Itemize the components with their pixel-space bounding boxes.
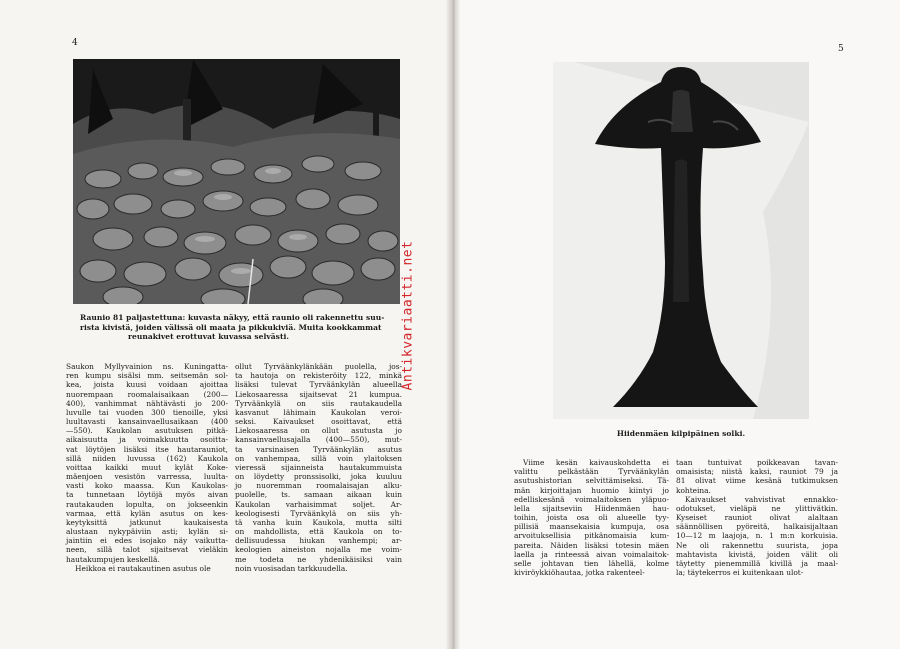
text-line: 81 olivat viime kesänä tutkimuksen	[676, 476, 838, 486]
page-number-left: 4	[72, 38, 78, 48]
text-line: omaisista; niistä kaksi, rauniot 79 ja	[676, 467, 838, 477]
book-gutter	[446, 0, 460, 649]
caption-line: reunakivet erottuvat kuvassa selvästi.	[128, 332, 290, 342]
text-line: on mahdollista, että Kaukola on to-	[235, 527, 402, 537]
text-line: luultavasti kansainvaellusaikaan (400	[66, 417, 228, 427]
text-line: neen, sillä talot sijaitsevat vieläkin	[66, 545, 228, 555]
text-line: laella ja rinteessä aivan voimalaitok-	[514, 549, 669, 559]
text-line: vieressä sijainneista hautakummuista	[235, 462, 402, 472]
text-line: kohteina.	[676, 485, 711, 495]
text-line: rautakauden lopulta, on jokseenkin	[66, 499, 228, 509]
text-line: sillä niiden luvussa (162) Kaukola	[66, 453, 228, 463]
text-line: keytyksittä jatkunut kaukaisesta	[66, 517, 228, 527]
text-line: jo nuoremman roomalaisajan alku-	[235, 481, 402, 491]
text-line: ta hautoja on rekisteröity 122, minkä	[235, 371, 402, 381]
text-line: edelliskesänä voimalaitoksen yläpuo-	[514, 494, 669, 504]
photo-caption-left	[80, 313, 402, 342]
shield-headed-brooch-photo-icon	[553, 62, 809, 419]
text-line: mäenjoen vesistön varressa, luulta-	[66, 472, 228, 482]
text-line: keologien aineiston nojalla me voim-	[235, 545, 402, 555]
text-line: täytetty pienemmillä kivillä ja maal-	[676, 558, 838, 568]
right-text-column-1	[514, 458, 669, 577]
text-line: taan tuntuivat poikkeavan tavan-	[676, 458, 838, 467]
text-line: varmaa, että kylän asutus on kes-	[66, 508, 228, 518]
text-line: voittaa kaikki muut kylät Koke-	[66, 462, 228, 472]
text-line: kasvanut lähimain Kaukolan veroi-	[235, 407, 402, 417]
text-line: puolelle, ts. samaan aikaan kuin	[235, 490, 402, 500]
text-line: la; täytekerros ei kuitenkaan ulot-	[676, 568, 804, 578]
text-line: seksi. Kaivaukset osoittavat, että	[235, 417, 402, 427]
text-line: aikaisuutta ja voimakkuutta osoitta-	[66, 435, 228, 445]
right-page	[452, 0, 900, 649]
text-line: Liekosaaressa sijaitsevat 21 kumpua.	[235, 389, 402, 399]
caption-line: rista kivistä, joiden välissä oli maata ja pikkukiviä. Muita kookkammat	[80, 322, 382, 332]
text-line: hautakumpujen keskellä.	[66, 554, 160, 564]
text-line: vat löytöjen lisäksi itse hautarauniot,	[66, 444, 228, 454]
text-line: 400), vanhimmat nähtävästi jo 200-	[66, 398, 228, 408]
text-line: on vanhempaa, sillä voin ylaitoksen	[235, 453, 402, 463]
text-line: valittu pelkästään Tyrväänkylän	[514, 467, 669, 477]
text-line: säännöllisen pyöreitä, halkaisijaltaan	[676, 522, 838, 532]
stone-cairn-photo-icon	[73, 59, 400, 304]
text-line: lisäksi tulevat Tyrväänkylän alueella	[235, 380, 402, 390]
text-line: alustaan nykypäiviin asti; kylän si-	[66, 527, 228, 537]
page-number-right: 5	[838, 44, 844, 54]
text-line: asutushistorian selvittämiseksi. Tä-	[514, 476, 669, 486]
text-line: —550). Kaukolan asutuksen pitkä-	[66, 426, 228, 436]
text-line: Kaivaukset vahvistivat ennakko-	[685, 494, 838, 504]
text-line: Ne oli rakennettu suurista, jopa	[676, 540, 838, 550]
text-line: kea, joista kuusi voidaan ajoittaa	[66, 380, 228, 390]
text-line: pareita. Näiden lisäksi totesin mäen	[514, 540, 669, 550]
watermark	[393, 240, 423, 390]
text-line: selle johtavan tien lähellä, kolme	[514, 558, 669, 568]
text-line: jaintiin ei edes isojako näy vaikutta-	[66, 536, 228, 546]
text-line: me todeta ne yhdenikäisiksi vain	[235, 554, 402, 564]
text-line: Kaukolan varhaisimmat soljet. Ar-	[235, 499, 402, 509]
right-text-column-2	[676, 458, 838, 577]
text-line: dellisuudessa hiukan vanhempi; ar-	[235, 536, 402, 546]
caption-line: Raunio 81 paljastettuna: kuvasta näkyy, että raunio oli rakennettu suu-	[80, 313, 385, 322]
text-line: ta varsinaisen Tyrväänkylän asutus	[235, 444, 402, 454]
text-line: pillisiä maansekaisia kumpuja, osa	[514, 522, 669, 532]
text-line: noin vuosisadan tarkkuudella.	[235, 563, 348, 573]
left-text-column-2	[235, 362, 402, 573]
photo-caption-right: Hiidenmäen kilpipäinen solki.	[616, 429, 746, 438]
text-line: keologisesti Tyrväänkylä on siis yh-	[235, 508, 402, 518]
text-line: Heikkoa ei rautakautinen asutus ole	[75, 563, 211, 573]
text-line: ollut Tyrväänkylänkään puolella, jos-	[235, 362, 402, 371]
text-line: män kirjoittajan huomio kiintyi jo	[514, 485, 669, 495]
text-line: ren kumpu sisälsi mm. seitsemän sol-	[66, 371, 228, 381]
text-line: ta tunnetaan löytöjä myös aivan	[66, 490, 228, 500]
text-line: arvoituksellisia pitkänomaisia kum-	[514, 531, 669, 541]
text-line: luvulle tai vuoden 300 tienoille, yksi	[66, 407, 228, 417]
text-line: tä vanha kuin Kaukola, mutta silti	[235, 517, 402, 527]
text-line: Saukon Myllyvainion ns. Kuningatta-	[66, 362, 228, 371]
left-text-column-1	[66, 362, 228, 573]
text-line: nuorempaan roomalaisaikaan (200—	[66, 389, 228, 399]
text-line: Kyseiset rauniot olivat alaltaan	[676, 513, 838, 523]
watermark-text: Antikvariaatti.net	[400, 240, 416, 390]
text-line: vasti koko maassa. Kun Kaukolas-	[66, 481, 228, 491]
text-line: toihin, joista osa oli alueelle tyy-	[514, 513, 669, 523]
text-line: mahtavista kivistä, joiden välit oli	[676, 549, 838, 559]
text-line: kansainvaellusajalla (400—550), mut-	[235, 435, 402, 445]
text-line: odotukset, vieläpä ne ylittivätkin.	[676, 503, 838, 513]
text-line: Tyrväänkylä on siis rautakaudella	[235, 398, 402, 408]
text-line: on löydetty pronssisolki, joka kuuluu	[235, 472, 402, 482]
text-line: Liekosaaressa on ollut asutusta jo	[235, 426, 402, 436]
text-line: 10—12 m laajoja, n. 1 m:n korkuisia.	[676, 531, 838, 541]
text-line: kiviröykkiöhautaa, jotka rakenteel-	[514, 568, 645, 578]
text-line: lella sijaitseviin Hiidenmäen hau-	[514, 503, 669, 513]
text-line: Viime kesän kaivauskohdetta ei	[523, 458, 669, 467]
